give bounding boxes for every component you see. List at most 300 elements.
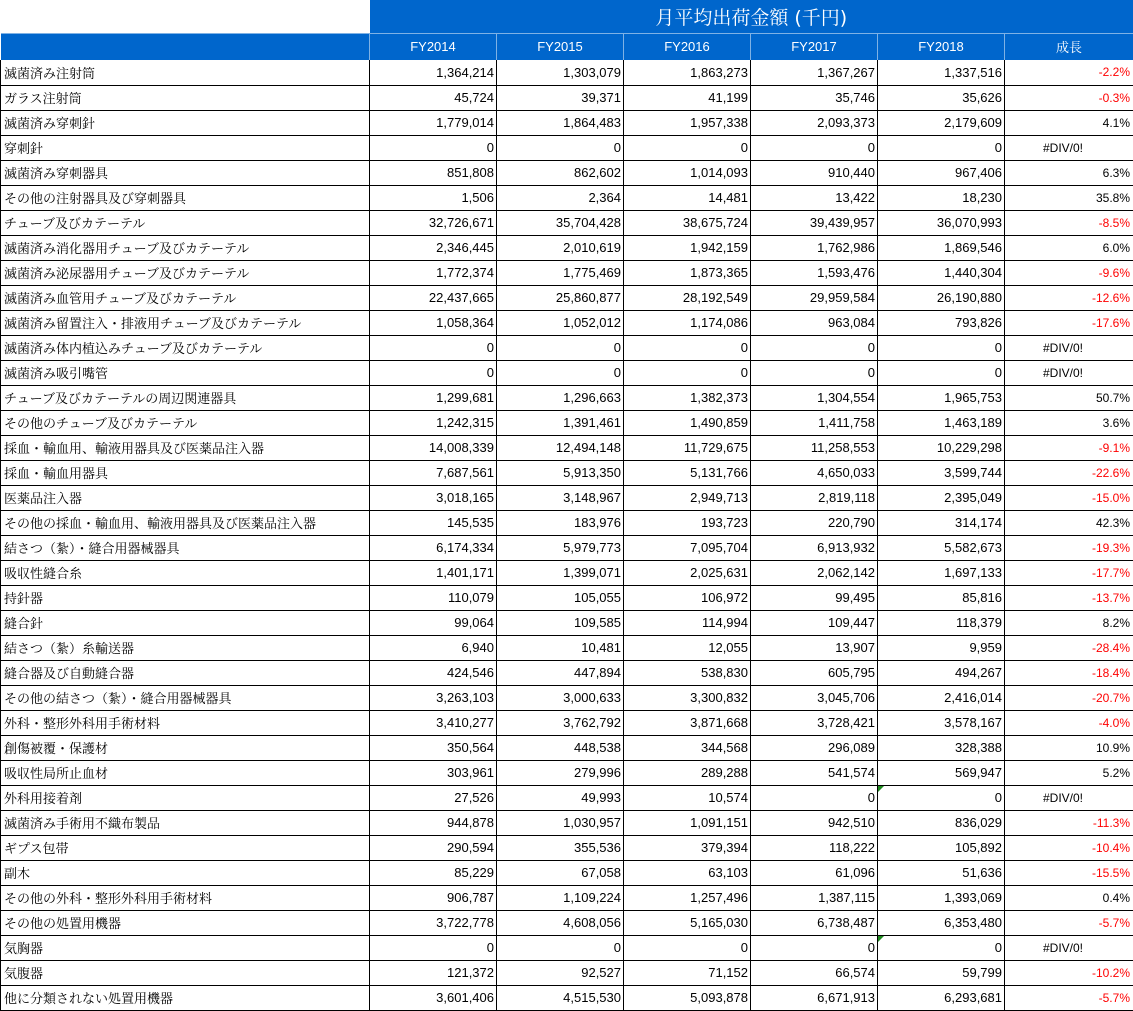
item-name-cell[interactable]: 採血・輸血用器具 [1,460,370,485]
value-cell-fy2018[interactable]: 118,379 [878,610,1005,635]
growth-cell[interactable]: -17.6% [1005,310,1133,335]
value-cell-fy2018[interactable]: 6,353,480 [878,910,1005,935]
growth-cell[interactable]: 10.9% [1005,735,1133,760]
value-cell-fy2018[interactable]: 6,293,681 [878,985,1005,1010]
table-row [1,210,1133,235]
table-row [1,885,1133,910]
value-cell-fy2015[interactable]: 109,585 [497,610,624,635]
value-cell-fy2014[interactable]: 22,437,665 [370,285,497,310]
value-cell-fy2015[interactable]: 35,704,428 [497,210,624,235]
growth-cell[interactable]: #DIV/0! [1005,785,1133,810]
value-cell-fy2014[interactable]: 3,601,406 [370,985,497,1010]
value-cell-fy2016[interactable]: 11,729,675 [624,435,751,460]
value-cell-fy2014[interactable]: 0 [370,360,497,385]
value-cell-fy2014[interactable]: 1,242,315 [370,410,497,435]
value-cell-fy2015[interactable]: 447,894 [497,660,624,685]
growth-cell[interactable]: -11.3% [1005,810,1133,835]
item-name-cell[interactable]: 滅菌済み消化器用チューブ及びカテーテル [1,235,370,260]
value-cell-fy2016[interactable]: 2,025,631 [624,560,751,585]
blank-corner-cell[interactable] [1,0,370,33]
item-name-cell[interactable]: その他の採血・輸血用、輸液用器具及び医薬品注入器 [1,510,370,535]
value-cell-fy2017[interactable]: 6,913,932 [751,535,878,560]
value-cell-fy2014[interactable]: 0 [370,135,497,160]
value-cell-fy2017[interactable]: 1,411,758 [751,410,878,435]
value-cell-fy2016[interactable]: 5,131,766 [624,460,751,485]
item-name-cell[interactable]: チューブ及びカテーテルの周辺関連器具 [1,385,370,410]
value-cell-fy2015[interactable]: 0 [497,135,624,160]
item-name-cell[interactable]: 副木 [1,860,370,885]
item-name-cell[interactable]: 外科用接着剤 [1,785,370,810]
value-cell-fy2016[interactable]: 193,723 [624,510,751,535]
table-row [1,860,1133,885]
value-cell-fy2017[interactable]: 1,304,554 [751,385,878,410]
value-cell-fy2016[interactable]: 289,288 [624,760,751,785]
item-header-cell[interactable] [1,33,370,60]
item-name-cell[interactable]: 滅菌済み穿刺針 [1,110,370,135]
value-cell-fy2014[interactable]: 99,064 [370,610,497,635]
value-cell-fy2015[interactable]: 279,996 [497,760,624,785]
value-cell-fy2018[interactable]: 494,267 [878,660,1005,685]
growth-cell[interactable]: 6.0% [1005,235,1133,260]
value-cell-fy2015[interactable]: 25,860,877 [497,285,624,310]
item-name-cell[interactable]: 外科・整形外科用手術材料 [1,710,370,735]
value-cell-fy2017[interactable]: 4,650,033 [751,460,878,485]
table-row [1,60,1133,85]
table-row [1,185,1133,210]
item-name-cell[interactable]: 気腹器 [1,960,370,985]
growth-cell[interactable]: -22.6% [1005,460,1133,485]
item-name-cell[interactable]: その他の結さつ（紮）・縫合用器械器具 [1,685,370,710]
growth-cell[interactable]: -9.1% [1005,435,1133,460]
item-name-cell[interactable]: 吸収性縫合糸 [1,560,370,585]
value-cell-fy2016[interactable]: 106,972 [624,585,751,610]
item-name-cell[interactable]: 滅菌済み血管用チューブ及びカテーテル [1,285,370,310]
value-cell-fy2016[interactable]: 14,481 [624,185,751,210]
value-cell-fy2018[interactable]: 9,959 [878,635,1005,660]
table-row [1,435,1133,460]
value-cell-fy2014[interactable]: 906,787 [370,885,497,910]
value-cell-fy2017[interactable]: 118,222 [751,835,878,860]
growth-cell[interactable]: 42.3% [1005,510,1133,535]
value-cell-fy2016[interactable]: 2,949,713 [624,485,751,510]
value-cell-fy2015[interactable]: 92,527 [497,960,624,985]
table-row [1,460,1133,485]
value-cell-fy2014[interactable]: 1,364,214 [370,60,497,85]
growth-cell[interactable]: -28.4% [1005,635,1133,660]
value-cell-fy2015[interactable]: 67,058 [497,860,624,885]
year-header-fy2015[interactable]: FY2015 [497,33,624,60]
value-cell-fy2016[interactable]: 1,014,093 [624,160,751,185]
value-cell-fy2018[interactable]: 793,826 [878,310,1005,335]
item-name-cell[interactable]: チューブ及びカテーテル [1,210,370,235]
item-name-cell[interactable]: その他の外科・整形外科用手術材料 [1,885,370,910]
value-cell-fy2015[interactable]: 4,608,056 [497,910,624,935]
value-cell-fy2015[interactable]: 2,364 [497,185,624,210]
value-cell-fy2018[interactable]: 3,578,167 [878,710,1005,735]
year-header-fy2016[interactable]: FY2016 [624,33,751,60]
item-name-cell[interactable]: 他に分類されない処置用機器 [1,985,370,1010]
growth-cell[interactable]: -5.7% [1005,985,1133,1010]
value-cell-fy2015[interactable]: 1,052,012 [497,310,624,335]
value-cell-fy2014[interactable]: 851,808 [370,160,497,185]
value-cell-fy2015[interactable]: 1,303,079 [497,60,624,85]
item-name-cell[interactable]: ガラス注射筒 [1,85,370,110]
value-cell-fy2014[interactable]: 944,878 [370,810,497,835]
table-row [1,910,1133,935]
growth-cell[interactable]: -19.3% [1005,535,1133,560]
table-row [1,560,1133,585]
growth-cell[interactable]: #DIV/0! [1005,135,1133,160]
value-cell-fy2016[interactable]: 1,174,086 [624,310,751,335]
value-cell-fy2017[interactable]: 2,093,373 [751,110,878,135]
value-cell-fy2014[interactable]: 0 [370,935,497,960]
growth-cell[interactable]: -15.0% [1005,485,1133,510]
value-cell-fy2014[interactable]: 1,401,171 [370,560,497,585]
value-cell-fy2015[interactable]: 12,494,148 [497,435,624,460]
value-cell-fy2015[interactable]: 448,538 [497,735,624,760]
value-cell-fy2014[interactable]: 14,008,339 [370,435,497,460]
value-cell-fy2014[interactable]: 3,410,277 [370,710,497,735]
value-cell-fy2018[interactable]: 35,626 [878,85,1005,110]
value-cell-fy2018[interactable]: 3,599,744 [878,460,1005,485]
value-cell-fy2018[interactable]: 1,393,069 [878,885,1005,910]
value-cell-fy2015[interactable]: 105,055 [497,585,624,610]
value-cell-fy2014[interactable]: 145,535 [370,510,497,535]
item-name-cell[interactable]: 滅菌済み体内植込みチューブ及びカテーテル [1,335,370,360]
growth-header[interactable]: 成長 [1005,33,1133,60]
value-cell-fy2017[interactable]: 0 [751,360,878,385]
value-cell-fy2018[interactable]: 0 [878,360,1005,385]
item-name-cell[interactable]: 吸収性局所止血材 [1,760,370,785]
value-cell-fy2017[interactable]: 220,790 [751,510,878,535]
growth-cell[interactable]: -13.7% [1005,585,1133,610]
value-cell-fy2018[interactable]: 105,892 [878,835,1005,860]
table-body [1,60,1133,1010]
value-cell-fy2014[interactable]: 1,299,681 [370,385,497,410]
growth-cell[interactable]: 8.2% [1005,610,1133,635]
value-cell-fy2015[interactable]: 49,993 [497,785,624,810]
value-cell-fy2016[interactable]: 7,095,704 [624,535,751,560]
growth-cell[interactable]: 50.7% [1005,385,1133,410]
table-row [1,785,1133,810]
growth-cell[interactable]: 6.3% [1005,160,1133,185]
growth-cell[interactable]: -9.6% [1005,260,1133,285]
item-name-cell[interactable]: 持針器 [1,585,370,610]
growth-cell[interactable]: -17.7% [1005,560,1133,585]
value-cell-fy2018[interactable]: 1,965,753 [878,385,1005,410]
value-cell-fy2014[interactable]: 0 [370,335,497,360]
item-name-cell[interactable]: 滅菌済み泌尿器用チューブ及びカテーテル [1,260,370,285]
value-cell-fy2018[interactable]: 0 [878,935,1005,960]
value-cell-fy2018[interactable]: 836,029 [878,810,1005,835]
value-cell-fy2018[interactable]: 2,416,014 [878,685,1005,710]
value-cell-fy2016[interactable]: 379,394 [624,835,751,860]
value-cell-fy2017[interactable]: 3,045,706 [751,685,878,710]
value-cell-fy2017[interactable]: 13,907 [751,635,878,660]
year-header-fy2018[interactable]: FY2018 [878,33,1005,60]
value-cell-fy2018[interactable]: 85,816 [878,585,1005,610]
value-cell-fy2016[interactable]: 1,873,365 [624,260,751,285]
value-cell-fy2014[interactable]: 3,263,103 [370,685,497,710]
value-cell-fy2017[interactable]: 942,510 [751,810,878,835]
value-cell-fy2016[interactable]: 5,093,878 [624,985,751,1010]
value-cell-fy2014[interactable]: 2,346,445 [370,235,497,260]
value-cell-fy2018[interactable]: 1,337,516 [878,60,1005,85]
growth-cell[interactable]: 3.6% [1005,410,1133,435]
value-cell-fy2015[interactable]: 3,000,633 [497,685,624,710]
value-cell-fy2017[interactable]: 61,096 [751,860,878,885]
value-cell-fy2017[interactable]: 0 [751,935,878,960]
growth-cell[interactable]: -4.0% [1005,710,1133,735]
value-cell-fy2017[interactable]: 2,062,142 [751,560,878,585]
value-cell-fy2014[interactable]: 290,594 [370,835,497,860]
value-cell-fy2018[interactable]: 328,388 [878,735,1005,760]
growth-cell[interactable]: -10.4% [1005,835,1133,860]
year-header-fy2014[interactable]: FY2014 [370,33,497,60]
value-cell-fy2016[interactable]: 1,257,496 [624,885,751,910]
value-cell-fy2018[interactable]: 967,406 [878,160,1005,185]
year-header-row [1,33,1133,60]
value-cell-fy2018[interactable]: 569,947 [878,760,1005,785]
value-cell-fy2015[interactable]: 1,391,461 [497,410,624,435]
value-cell-fy2017[interactable]: 0 [751,135,878,160]
value-cell-fy2018[interactable]: 0 [878,135,1005,160]
value-cell-fy2017[interactable]: 3,728,421 [751,710,878,735]
growth-cell[interactable]: -15.5% [1005,860,1133,885]
value-cell-fy2015[interactable]: 4,515,530 [497,985,624,1010]
value-cell-fy2018[interactable]: 59,799 [878,960,1005,985]
value-cell-fy2014[interactable]: 1,506 [370,185,497,210]
value-cell-fy2018[interactable]: 2,179,609 [878,110,1005,135]
value-cell-fy2014[interactable]: 85,229 [370,860,497,885]
table-row [1,85,1133,110]
value-cell-fy2014[interactable]: 110,079 [370,585,497,610]
growth-cell[interactable]: #DIV/0! [1005,360,1133,385]
value-cell-fy2016[interactable]: 0 [624,135,751,160]
value-cell-fy2017[interactable]: 99,495 [751,585,878,610]
value-cell-fy2016[interactable]: 41,199 [624,85,751,110]
value-cell-fy2015[interactable]: 3,762,792 [497,710,624,735]
value-cell-fy2017[interactable]: 35,746 [751,85,878,110]
value-cell-fy2015[interactable]: 1,864,483 [497,110,624,135]
value-cell-fy2015[interactable]: 862,602 [497,160,624,185]
value-cell-fy2015[interactable]: 1,399,071 [497,560,624,585]
value-cell-fy2018[interactable]: 0 [878,785,1005,810]
value-cell-fy2016[interactable]: 1,091,151 [624,810,751,835]
value-cell-fy2014[interactable]: 3,722,778 [370,910,497,935]
table-row [1,285,1133,310]
value-cell-fy2017[interactable]: 109,447 [751,610,878,635]
value-cell-fy2016[interactable]: 0 [624,360,751,385]
table-row [1,835,1133,860]
item-name-cell[interactable]: ギプス包帯 [1,835,370,860]
value-cell-fy2015[interactable]: 1,296,663 [497,385,624,410]
table-title[interactable]: 月平均出荷金額 (千円) [370,0,1133,33]
value-cell-fy2018[interactable]: 36,070,993 [878,210,1005,235]
table-row [1,735,1133,760]
value-cell-fy2017[interactable]: 1,387,115 [751,885,878,910]
value-cell-fy2014[interactable]: 1,779,014 [370,110,497,135]
value-cell-fy2016[interactable]: 63,103 [624,860,751,885]
value-cell-fy2017[interactable]: 6,738,487 [751,910,878,935]
value-cell-fy2014[interactable]: 32,726,671 [370,210,497,235]
growth-cell[interactable]: -2.2% [1005,60,1133,85]
value-cell-fy2018[interactable]: 1,697,133 [878,560,1005,585]
value-cell-fy2015[interactable]: 1,775,469 [497,260,624,285]
value-cell-fy2017[interactable]: 39,439,957 [751,210,878,235]
value-cell-fy2017[interactable]: 1,762,986 [751,235,878,260]
value-cell-fy2014[interactable]: 3,018,165 [370,485,497,510]
growth-cell[interactable]: -5.7% [1005,910,1133,935]
value-cell-fy2017[interactable]: 0 [751,335,878,360]
table-row [1,510,1133,535]
value-cell-fy2015[interactable]: 0 [497,360,624,385]
value-cell-fy2018[interactable]: 18,230 [878,185,1005,210]
value-cell-fy2017[interactable]: 1,593,476 [751,260,878,285]
value-cell-fy2017[interactable]: 11,258,553 [751,435,878,460]
value-cell-fy2016[interactable]: 0 [624,935,751,960]
growth-cell[interactable]: #DIV/0! [1005,335,1133,360]
item-name-cell[interactable]: 滅菌済み手術用不織布製品 [1,810,370,835]
value-cell-fy2017[interactable]: 0 [751,785,878,810]
growth-cell[interactable]: -12.6% [1005,285,1133,310]
value-cell-fy2015[interactable]: 0 [497,935,624,960]
item-name-cell[interactable]: 滅菌済み穿刺器具 [1,160,370,185]
value-cell-fy2018[interactable]: 1,869,546 [878,235,1005,260]
growth-cell[interactable]: 4.1% [1005,110,1133,135]
table-row [1,685,1133,710]
value-cell-fy2018[interactable]: 0 [878,335,1005,360]
item-name-cell[interactable]: 縫合器及び自動縫合器 [1,660,370,685]
value-cell-fy2014[interactable]: 303,961 [370,760,497,785]
value-cell-fy2016[interactable]: 0 [624,335,751,360]
item-name-cell[interactable]: その他のチューブ及びカテーテル [1,410,370,435]
value-cell-fy2016[interactable]: 10,574 [624,785,751,810]
value-cell-fy2015[interactable]: 183,976 [497,510,624,535]
growth-cell[interactable]: 35.8% [1005,185,1133,210]
value-cell-fy2016[interactable]: 1,942,159 [624,235,751,260]
growth-cell[interactable]: #DIV/0! [1005,935,1133,960]
value-cell-fy2017[interactable]: 963,084 [751,310,878,335]
table-row [1,760,1133,785]
value-cell-fy2016[interactable]: 28,192,549 [624,285,751,310]
value-cell-fy2018[interactable]: 26,190,880 [878,285,1005,310]
value-cell-fy2016[interactable]: 1,382,373 [624,385,751,410]
value-cell-fy2018[interactable]: 51,636 [878,860,1005,885]
item-name-cell[interactable]: 医薬品注入器 [1,485,370,510]
value-cell-fy2016[interactable]: 344,568 [624,735,751,760]
table-row [1,135,1133,160]
item-name-cell[interactable]: 結さつ（紮）糸輸送器 [1,635,370,660]
value-cell-fy2014[interactable]: 424,546 [370,660,497,685]
table-row [1,260,1133,285]
value-cell-fy2018[interactable]: 1,463,189 [878,410,1005,435]
value-cell-fy2017[interactable]: 13,422 [751,185,878,210]
growth-cell[interactable]: -10.2% [1005,960,1133,985]
growth-cell[interactable]: -8.5% [1005,210,1133,235]
value-cell-fy2015[interactable]: 5,979,773 [497,535,624,560]
value-cell-fy2014[interactable]: 45,724 [370,85,497,110]
year-header-fy2017[interactable]: FY2017 [751,33,878,60]
value-cell-fy2016[interactable]: 1,957,338 [624,110,751,135]
value-cell-fy2014[interactable]: 1,058,364 [370,310,497,335]
growth-cell[interactable]: 0.4% [1005,885,1133,910]
item-name-cell[interactable]: 穿刺針 [1,135,370,160]
value-cell-fy2014[interactable]: 7,687,561 [370,460,497,485]
item-name-cell[interactable]: その他の注射器具及び穿刺器具 [1,185,370,210]
value-cell-fy2017[interactable]: 1,367,267 [751,60,878,85]
value-cell-fy2018[interactable]: 2,395,049 [878,485,1005,510]
value-cell-fy2017[interactable]: 6,671,913 [751,985,878,1010]
value-cell-fy2015[interactable]: 2,010,619 [497,235,624,260]
value-cell-fy2017[interactable]: 541,574 [751,760,878,785]
growth-cell[interactable]: -0.3% [1005,85,1133,110]
value-cell-fy2015[interactable]: 0 [497,335,624,360]
value-cell-fy2017[interactable]: 29,959,584 [751,285,878,310]
value-cell-fy2016[interactable]: 3,300,832 [624,685,751,710]
value-cell-fy2016[interactable]: 3,871,668 [624,710,751,735]
item-name-cell[interactable]: 採血・輸血用、輸液用器具及び医薬品注入器 [1,435,370,460]
value-cell-fy2014[interactable]: 121,372 [370,960,497,985]
value-cell-fy2015[interactable]: 5,913,350 [497,460,624,485]
value-cell-fy2018[interactable]: 314,174 [878,510,1005,535]
value-cell-fy2017[interactable]: 66,574 [751,960,878,985]
value-cell-fy2016[interactable]: 538,830 [624,660,751,685]
value-cell-fy2014[interactable]: 27,526 [370,785,497,810]
value-cell-fy2015[interactable]: 39,371 [497,85,624,110]
item-name-cell[interactable]: 結さつ（紮）・縫合用器械器具 [1,535,370,560]
value-cell-fy2016[interactable]: 38,675,724 [624,210,751,235]
value-cell-fy2016[interactable]: 1,490,859 [624,410,751,435]
item-name-cell[interactable]: 滅菌済み吸引嘴管 [1,360,370,385]
value-cell-fy2016[interactable]: 5,165,030 [624,910,751,935]
value-cell-fy2016[interactable]: 71,152 [624,960,751,985]
growth-cell[interactable]: -18.4% [1005,660,1133,685]
value-cell-fy2014[interactable]: 6,174,334 [370,535,497,560]
value-cell-fy2016[interactable]: 12,055 [624,635,751,660]
value-cell-fy2014[interactable]: 350,564 [370,735,497,760]
item-name-cell[interactable]: 創傷被覆・保護材 [1,735,370,760]
value-cell-fy2017[interactable]: 2,819,118 [751,485,878,510]
value-cell-fy2016[interactable]: 1,863,273 [624,60,751,85]
item-name-cell[interactable]: その他の処置用機器 [1,910,370,935]
value-cell-fy2016[interactable]: 114,994 [624,610,751,635]
growth-cell[interactable]: -20.7% [1005,685,1133,710]
item-name-cell[interactable]: 滅菌済み留置注入・排液用チューブ及びカテーテル [1,310,370,335]
value-cell-fy2015[interactable]: 1,109,224 [497,885,624,910]
value-cell-fy2018[interactable]: 1,440,304 [878,260,1005,285]
value-cell-fy2015[interactable]: 1,030,957 [497,810,624,835]
value-cell-fy2018[interactable]: 10,229,298 [878,435,1005,460]
table-row [1,310,1133,335]
value-cell-fy2015[interactable]: 3,148,967 [497,485,624,510]
item-name-cell[interactable]: 縫合針 [1,610,370,635]
value-cell-fy2017[interactable]: 296,089 [751,735,878,760]
value-cell-fy2017[interactable]: 605,795 [751,660,878,685]
growth-cell[interactable]: 5.2% [1005,760,1133,785]
value-cell-fy2018[interactable]: 5,582,673 [878,535,1005,560]
table-row [1,110,1133,135]
value-cell-fy2017[interactable]: 910,440 [751,160,878,185]
value-cell-fy2014[interactable]: 6,940 [370,635,497,660]
value-cell-fy2014[interactable]: 1,772,374 [370,260,497,285]
value-cell-fy2015[interactable]: 10,481 [497,635,624,660]
table-row [1,810,1133,835]
table-row [1,410,1133,435]
item-name-cell[interactable]: 滅菌済み注射筒 [1,60,370,85]
value-cell-fy2015[interactable]: 355,536 [497,835,624,860]
item-name-cell[interactable]: 気胸器 [1,935,370,960]
